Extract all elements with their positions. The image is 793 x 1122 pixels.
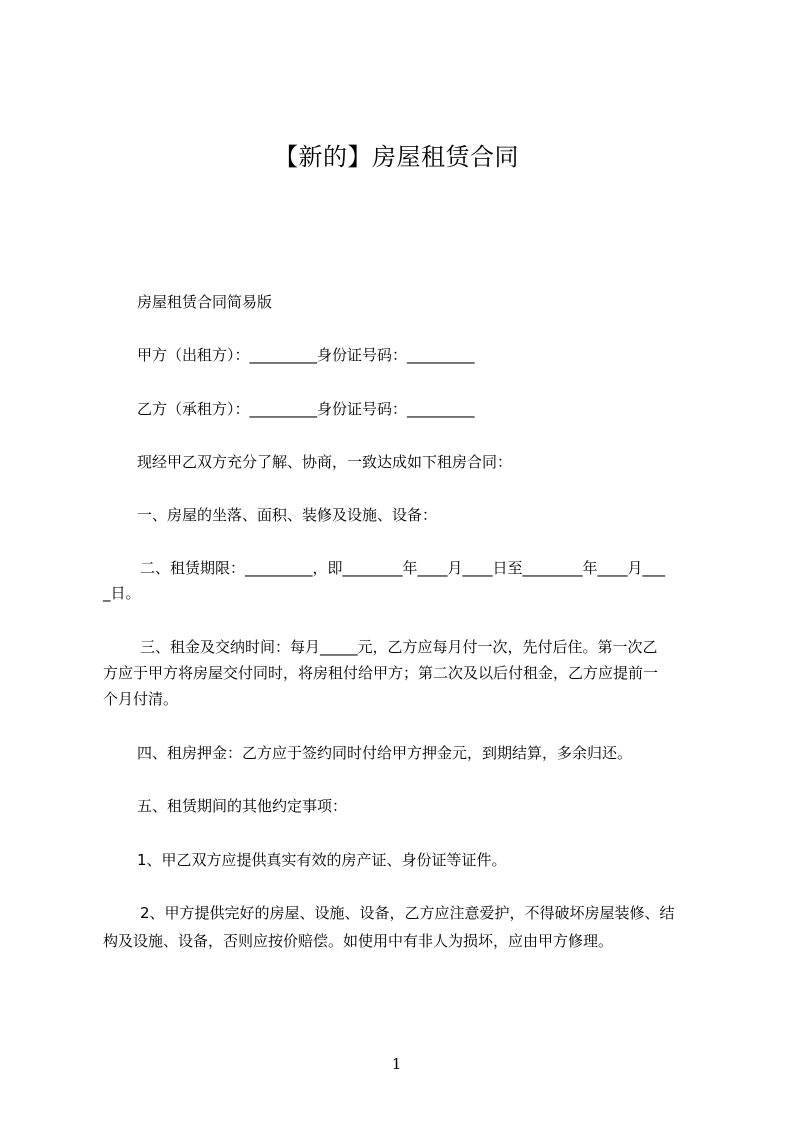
clause-5: 五、租赁期间的其他约定事项： <box>137 797 348 815</box>
item-2-line-2: 构及设施、设备，否则应按价赔偿。如使用中有非人为损坏，应由甲方修理。 <box>103 932 614 950</box>
intro-paragraph: 现经甲乙双方充分了解、协商，一致达成如下租房合同： <box>137 453 513 471</box>
clause-3-line-1: 三、租金及交纳时间：每月_____元，乙方应每月付一次，先付后住。第一次乙 <box>140 638 658 656</box>
clause-2-line-2: _日。 <box>103 584 141 602</box>
document-title: 【新的】房屋租赁合同 <box>274 143 519 171</box>
item-2-line-1: 2、甲方提供完好的房屋、设施、设备，乙方应注意爱护，不得破坏房屋装修、结 <box>140 904 675 922</box>
clause-3-line-2: 方应于甲方将房屋交付同时，将房租付给甲方；第二次及以后付租金，乙方应提前一 <box>103 664 659 682</box>
clause-2-line-1: 二、租赁期限：_________，即________年____月____日至________年____月___ <box>140 559 666 577</box>
party-a-line: 甲方（出租方）：_________身份证号码：_________ <box>137 346 475 364</box>
item-1: 1、甲乙双方应提供真实有效的房产证、身份证等证件。 <box>137 851 507 869</box>
document-subtitle: 房屋租赁合同简易版 <box>137 293 273 311</box>
clause-1: 一、房屋的坐落、面积、装修及设施、设备： <box>137 506 438 524</box>
clause-4: 四、租房押金：乙方应于签约同时付给甲方押金元，到期结算，多余归还。 <box>137 744 633 762</box>
page-number: 1 <box>391 1055 402 1073</box>
party-b-line: 乙方（承租方）：_________身份证号码：_________ <box>137 400 475 418</box>
clause-3-line-3: 个月付清。 <box>103 690 179 708</box>
